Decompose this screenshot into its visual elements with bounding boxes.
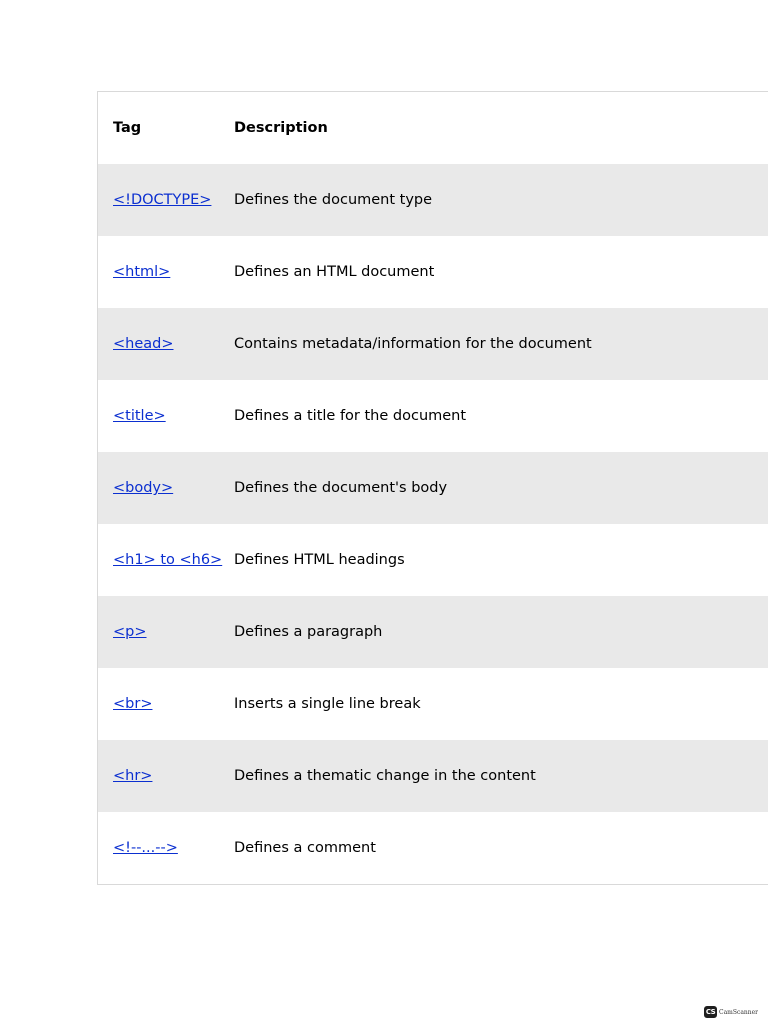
tag-link[interactable]: <!--...-->	[113, 840, 178, 856]
table-row	[98, 812, 768, 884]
description-cell: Defines a thematic change in the content	[234, 768, 536, 784]
tag-link[interactable]: <!DOCTYPE>	[113, 192, 212, 208]
table-row	[98, 308, 768, 380]
tag-cell	[98, 596, 234, 668]
tag-cell	[98, 452, 234, 524]
table-header-row	[98, 92, 768, 164]
tag-link[interactable]: <title>	[113, 408, 166, 424]
tag-cell	[98, 668, 234, 740]
camscanner-logo-icon: CS	[705, 1008, 716, 1016]
html-tags-table-frame	[97, 91, 768, 885]
table-row	[98, 236, 768, 308]
tag-cell	[98, 740, 234, 812]
description-cell: Defines a paragraph	[234, 624, 383, 640]
camscanner-logo	[704, 1005, 758, 1019]
tag-cell	[98, 380, 234, 452]
tag-cell	[98, 236, 234, 308]
description-cell: Defines HTML headings	[234, 552, 405, 568]
tag-cell	[98, 812, 234, 884]
table-row	[98, 452, 768, 524]
tag-cell	[98, 164, 234, 236]
table-row	[98, 524, 768, 596]
tag-link[interactable]: <br>	[113, 696, 153, 712]
tag-link[interactable]: <body>	[113, 480, 174, 496]
description-cell: Contains metadata/information for the document	[234, 336, 592, 352]
description-cell: Defines the document type	[234, 192, 433, 208]
table-row	[98, 380, 768, 452]
description-cell: Defines the document's body	[234, 480, 448, 496]
tag-cell	[98, 308, 234, 380]
tag-link[interactable]: <p>	[113, 624, 147, 640]
table-row	[98, 596, 768, 668]
column-header-description: Description	[234, 120, 328, 136]
table-row	[98, 740, 768, 812]
tag-link[interactable]: <head>	[113, 336, 174, 352]
tag-link[interactable]: <hr>	[113, 768, 153, 784]
description-cell: Inserts a single line break	[234, 696, 421, 712]
tag-link[interactable]: <html>	[113, 264, 171, 280]
tag-cell	[98, 524, 234, 596]
html-tags-table	[98, 92, 768, 884]
camscanner-logo-wordmark: CamScanner	[719, 1008, 759, 1016]
table-row	[98, 164, 768, 236]
table-row	[98, 668, 768, 740]
description-cell: Defines a comment	[234, 840, 376, 856]
column-header-tag: Tag	[113, 120, 142, 136]
description-cell: Defines an HTML document	[234, 264, 435, 280]
table-body	[98, 164, 768, 884]
description-cell: Defines a title for the document	[234, 408, 467, 424]
tag-link[interactable]: <h1> to <h6>	[113, 552, 223, 568]
